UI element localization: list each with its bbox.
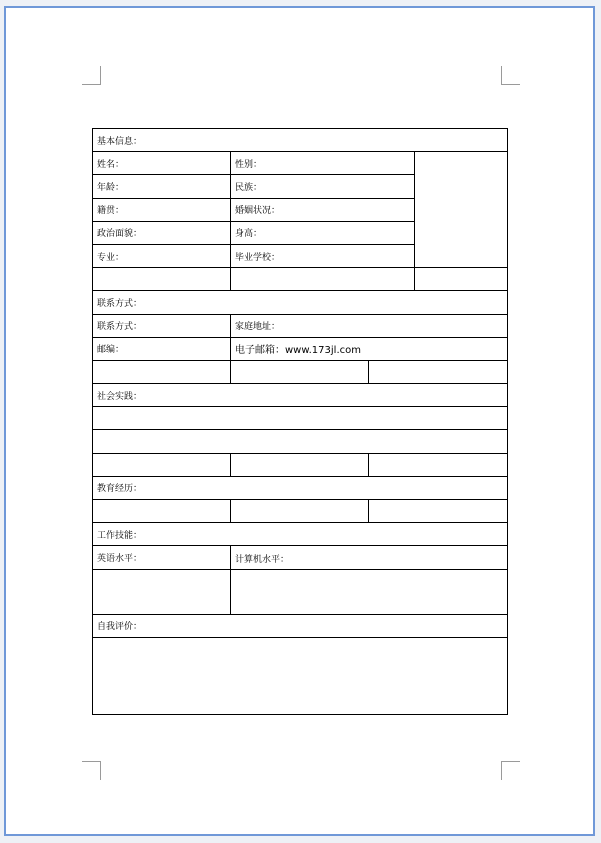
political-status-cell[interactable]: 政治面貌： — [93, 221, 231, 244]
crop-mark-top-left — [82, 66, 101, 85]
blank-cell[interactable] — [231, 268, 415, 291]
blank-cell[interactable] — [369, 500, 508, 523]
blank-cell[interactable] — [231, 360, 369, 383]
height-cell[interactable]: 身高： — [231, 221, 415, 244]
blank-cell[interactable] — [369, 453, 508, 476]
english-level-cell[interactable]: 英语水平： — [93, 546, 231, 569]
gender-cell[interactable]: 性别： — [231, 152, 415, 175]
name-cell[interactable]: 姓名： — [93, 152, 231, 175]
resume-table — [92, 128, 508, 715]
native-place-cell[interactable]: 籍贯： — [93, 198, 231, 221]
contact-cell[interactable]: 联系方式： — [93, 314, 231, 337]
crop-mark-bottom-right — [501, 761, 520, 780]
blank-cell[interactable] — [415, 268, 508, 291]
social-practice-heading: 社会实践： — [93, 384, 508, 407]
contact-heading: 联系方式： — [93, 291, 508, 314]
social-practice-row[interactable] — [93, 430, 508, 453]
age-cell[interactable]: 年龄： — [93, 175, 231, 198]
blank-cell[interactable] — [369, 360, 508, 383]
social-practice-row[interactable] — [93, 407, 508, 430]
blank-cell[interactable] — [93, 268, 231, 291]
basic-info-heading: 基本信息： — [93, 129, 508, 152]
computer-level-detail[interactable] — [231, 569, 508, 614]
education-heading: 教育经历： — [93, 476, 508, 499]
ethnicity-cell[interactable]: 民族： — [231, 175, 415, 198]
crop-mark-top-right — [501, 66, 520, 85]
work-skills-heading: 工作技能： — [93, 523, 508, 546]
english-level-detail[interactable] — [93, 569, 231, 614]
self-evaluation-heading: 自我评价： — [93, 614, 508, 637]
blank-cell[interactable] — [93, 360, 231, 383]
self-evaluation-area[interactable] — [93, 637, 508, 714]
major-cell[interactable]: 专业： — [93, 244, 231, 267]
blank-cell[interactable] — [93, 453, 231, 476]
blank-cell[interactable] — [93, 500, 231, 523]
document-page — [4, 6, 595, 836]
school-cell[interactable]: 毕业学校： — [231, 244, 415, 267]
blank-cell[interactable] — [231, 500, 369, 523]
postcode-cell[interactable]: 邮编： — [93, 337, 231, 360]
home-address-cell[interactable]: 家庭地址： — [231, 314, 508, 337]
marital-status-cell[interactable]: 婚姻状况： — [231, 198, 415, 221]
photo-cell[interactable] — [415, 152, 508, 268]
computer-level-cell[interactable]: 计算机水平： — [231, 546, 508, 569]
blank-cell[interactable] — [231, 453, 369, 476]
crop-mark-bottom-left — [82, 761, 101, 780]
email-cell[interactable]: 电子邮箱：www.173jl.com — [231, 337, 508, 360]
